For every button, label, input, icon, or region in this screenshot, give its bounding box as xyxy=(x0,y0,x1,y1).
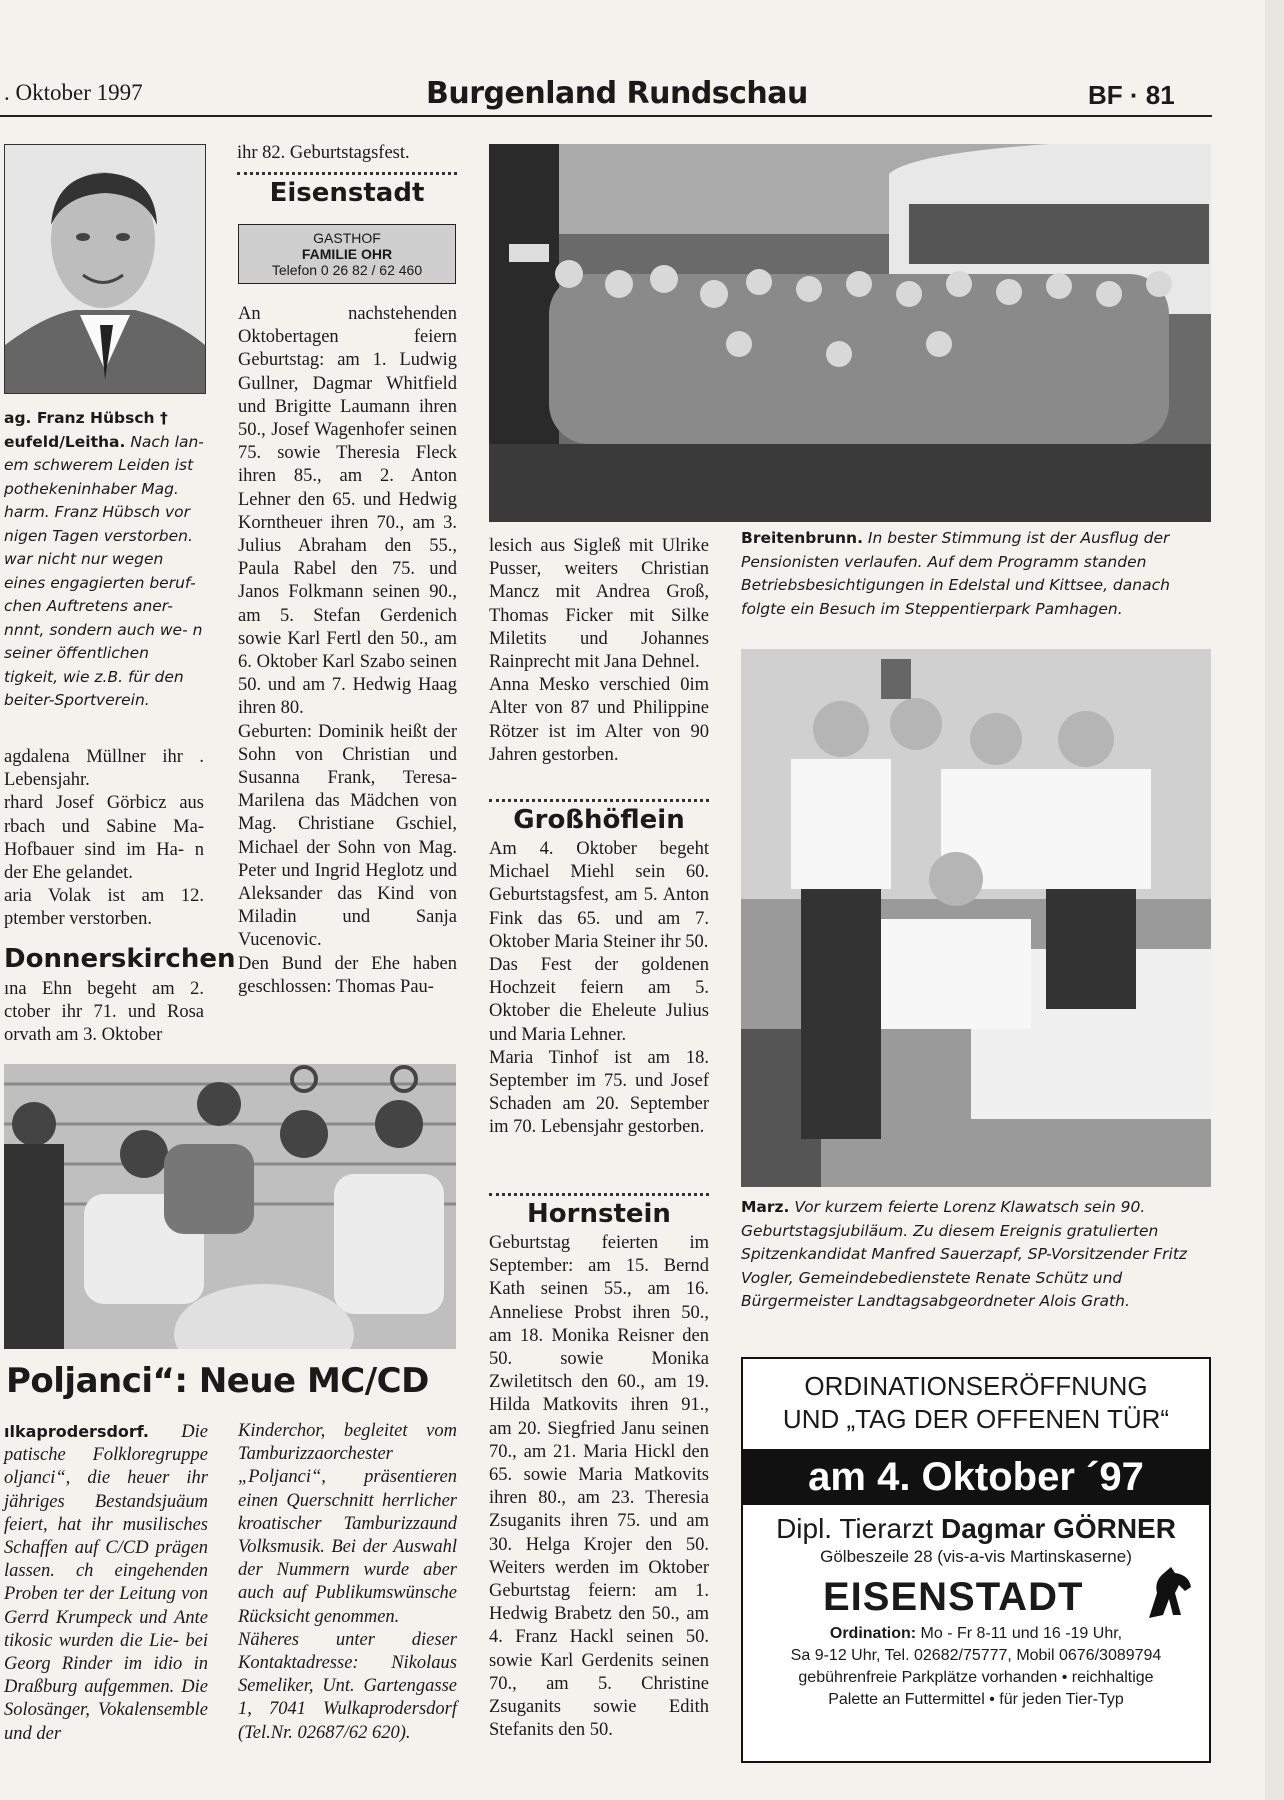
col2-births: Geburten: Dominik heißt der Sohn von Christian und Susanna Frank, Teresa-Marilena das Mädchen von Mag. Christiane Gschiel, Michael der Sohn von Mag. Peter und Ingrid Heglotz und Aleksander das Kind von Miladin und Sanja Vucenovic. xyxy=(238,721,457,951)
excursion-caption-place: Breitenbrunn. xyxy=(741,529,863,547)
vet-ad-name-line xyxy=(743,1513,1209,1545)
poljanci-left-col xyxy=(4,1420,208,1746)
col3-text-top xyxy=(489,535,709,767)
header-page-code: BF · 81 xyxy=(1088,80,1175,110)
col3-text-mid xyxy=(489,838,709,1140)
section-title-hornstein: Hornstein xyxy=(527,1199,671,1229)
gasthof-ad-line3: Telefon 0 26 82 / 62 460 xyxy=(271,262,423,278)
col3-grosshoeflein-deaths: Maria Tinhof ist am 18. September im 75. und Josef Schaden am 20. September im 70. Lebensjahr gestorben. xyxy=(489,1047,709,1138)
poljanci-headline: Poljanci“: Neue MC/CD xyxy=(6,1361,429,1401)
obituary-text: Nach lan- em schwerem Leiden ist pothekeninhaber Mag. harm. Franz Hübsch vor nigen Tagen verstorben. war nicht nur wegen eines engagierten beruf- chen Auftretens aner- nnnt, sondern auch we- n seiner öffentlichen tigkeit, wie z.B. für den beiter-Sportverein. xyxy=(4,432,204,709)
col1-para-1: agdalena Müllner ihr . Lebensjahr. xyxy=(4,747,204,791)
obituary-place: eufeld/Leitha. xyxy=(4,432,126,451)
page-edge xyxy=(1265,0,1284,1800)
horse-logo-icon xyxy=(1139,1563,1199,1623)
col1-para-4: ına Ehn begeht am 2. ctober ihr 71. und Rosa orvath am 3. Oktober xyxy=(4,979,204,1046)
poljanci-photo xyxy=(4,1064,456,1349)
vet-ad-banner: am 4. Oktober ´97 xyxy=(743,1449,1209,1505)
section-title-donnerskirchen: Donnerskirchen xyxy=(4,944,236,974)
col3-golden-wedding: Das Fest der goldenen Hochzeit feiern am 5. Oktober die Eheleute Julius und Maria Lehner. xyxy=(489,955,709,1045)
gasthof-ad-line1: GASTHOF xyxy=(313,230,381,246)
section-title-grosshoeflein: Großhöflein xyxy=(513,805,685,835)
divider xyxy=(237,172,457,175)
vet-ad-line2: UND „TAG DER OFFENEN TÜR“ xyxy=(782,1404,1170,1434)
poljanci-right-col xyxy=(238,1420,457,1745)
obituary-caption xyxy=(4,407,204,713)
vet-ad-parking: gebührenfreie Parkplätze vorhanden • reichhaltige xyxy=(798,1669,1154,1686)
gasthof-ad xyxy=(238,224,456,284)
birthday-caption xyxy=(741,1196,1211,1314)
poljanci-contact: Näheres unter dieser Kontaktadresse: Nikolaus Semeliker, Unt. Gartengasse 1, 7041 Wulkaprodersdorf (Tel.Nr. 02687/62 620). xyxy=(238,1629,457,1743)
col3-deaths: Anna Mesko verschied 0im Alter von 87 und Philippine Rötzer ist im Alter von 90 Jahren gestorben. xyxy=(489,675,709,765)
vet-ad-parking2: Palette an Futtermittel • für jeden Tier-Typ xyxy=(828,1691,1124,1708)
vet-ad-hours2: Sa 9-12 Uhr, Tel. 02682/75777, Mobil 0676/3089794 xyxy=(790,1647,1162,1664)
vet-ad xyxy=(741,1357,1211,1763)
birthday-caption-place: Marz. xyxy=(741,1198,790,1216)
vet-ad-city: EISENSTADT xyxy=(823,1575,1084,1619)
divider xyxy=(489,799,709,802)
obituary-title: ag. Franz Hübsch † xyxy=(4,409,168,427)
col1-text xyxy=(4,746,204,932)
header-title: Burgenland Rundschau xyxy=(426,76,808,111)
col3-marriages: lesich aus Sigleß mit Ulrike Pusser, weiters Christian Mancz mit Andrea Groß, Thomas Ficker mit Silke Miletits und Johannes Rainprecht mit Jana Dehnel. xyxy=(489,536,709,673)
header-date: . Oktober 1997 xyxy=(4,80,143,105)
excursion-caption xyxy=(741,527,1211,621)
vet-ad-hours-label: Ordination: xyxy=(829,1625,917,1642)
vet-ad-address: Gölbeszeile 28 (vis-a-vis Martinskaserne) xyxy=(820,1547,1132,1566)
poljanci-right-text: Kinderchor, begleitet vom Tamburizzaorchester „Poljanci“, präsentieren einen Querschnitt herrlicher kroatischer Tamburizzaund Volksmusik. Bei der Auswahl der Nummern wurde aber auch auf Publikumswünsche Rücksicht genommen. xyxy=(238,1421,457,1627)
poljanci-place: ılkaprodersdorf. xyxy=(4,1422,149,1441)
vet-ad-hours: Mo - Fr 8-11 und 16 -19 Uhr, xyxy=(920,1625,1123,1642)
col1-para-3: aria Volak ist am 12. ptember verstorben. xyxy=(4,886,204,930)
excursion-photo xyxy=(489,144,1211,522)
vet-ad-hours-line xyxy=(743,1623,1209,1645)
vet-ad-city-row xyxy=(743,1567,1209,1623)
vet-ad-line1: ORDINATIONSERÖFFNUNG xyxy=(804,1371,1148,1401)
vet-ad-name-prefix: Dipl. Tierarzt xyxy=(776,1513,934,1544)
col3-hornstein-text: Geburtstag feierten im September: am 15. Bernd Kath seinen 55., am 16. Anneliese Probst ihren 50., am 18. Monika Reisner den 50. sowie Monika Zwiletitsch den 60., am 19. Hilda Matkovits ihren 91., am 20. Siegfried Janu seinen 70., am 21. Maria Hickl den 65. sowie Maria Matkovits ihren 80., am 23. Theresia Zsuganits ihren 75. und am 30. Helga Krojer den 50. Weiters werden im Oktober Geburtstag feiern: am 1. Hedwig Brabetz den 50., am 4. Franz Hackl seinen 50. sowie Karl Gerdenits seinen 70., am 5. Christine Zsuganits sowie Edith Stefanits den 50. xyxy=(489,1233,709,1741)
birthday-photo xyxy=(741,649,1211,1187)
portrait-photo xyxy=(4,144,206,394)
divider xyxy=(489,1193,709,1196)
birthday-caption-text: Vor kurzem feierte Lorenz Klawatsch sein 90. Geburtstagsjubiläum. Zu diesem Ereignis gratulierten Spitzenkandidat Manfred Sauerzapf, SP-Vorsitzender Fritz Vogler, Gemeindebedienstete Renate Schütz und Bürgermeister Landtagsabgeordneter Alois Grath. xyxy=(741,1198,1188,1310)
col3-grosshoeflein-birthdays: Am 4. Oktober begeht Michael Miehl sein 60. Geburtstagsfest, am 5. Anton Fink das 65. und am 7. Oktober Maria Steiner ihr 50. xyxy=(489,839,709,952)
gasthof-ad-line2: FAMILIE OHR xyxy=(301,246,393,262)
col1-para-2: rhard Josef Görbicz aus rbach und Sabine Ma- Hofbauer sind im Ha- n der Ehe gelandet. xyxy=(4,793,204,884)
col2-top-line: ihr 82. Geburtstagsfest. xyxy=(237,143,410,163)
col2-marriage: Den Bund der Ehe haben geschlossen: Thomas Pau- xyxy=(238,953,457,997)
col2-birthdays: An nachstehenden Oktobertagen feiern Geburtstag: am 1. Ludwig Gullner, Dagmar Whitfield und Brigitte Laumann ihren 50., Josef Wagenhofer seinen 75. sowie Theresia Fleck ihren 85., am 2. Anton Lehner den 65. und Hedwig Korntheuer ihren 70., am 3. Julius Abraham den 55., Paula Rabel den 75. und Janos Folkmann seinen 90., am 5. Stefan Gerdenich sowie Karl Fertl den 50., am 6. Oktober Karl Szabo seinen 50. und am 7. Hedwig Haag ihren 80. xyxy=(238,304,457,719)
col2-text xyxy=(238,303,457,999)
excursion-caption-text: In bester Stimmung ist der Ausflug der Pensionisten verlaufen. Auf dem Programm standen Betriebsbesichtigungen in Edelstal und Kittsee, danach folgte ein Besuch im Steppentierpark Pamhagen. xyxy=(741,529,1170,618)
section-title-eisenstadt: Eisenstadt xyxy=(269,178,425,208)
vet-ad-name: Dagmar GÖRNER xyxy=(941,1513,1176,1544)
poljanci-left-text: Die patische Folkloregruppe oljanci“, die heuer ihr jähriges Bestandsjuäum feiert, hat ihr musilisches Schaffen auf C/CD prägen lassen. ch eingehenden Proben ter der Leitung von Gerrd Krumpeck und Ante tikosic wurden die Lie- bei Georg Rinder im idio in Draßburg aufgemmen. Die Solosänger, Vokalensemble und der xyxy=(4,1422,208,1744)
header-rule xyxy=(0,115,1212,117)
